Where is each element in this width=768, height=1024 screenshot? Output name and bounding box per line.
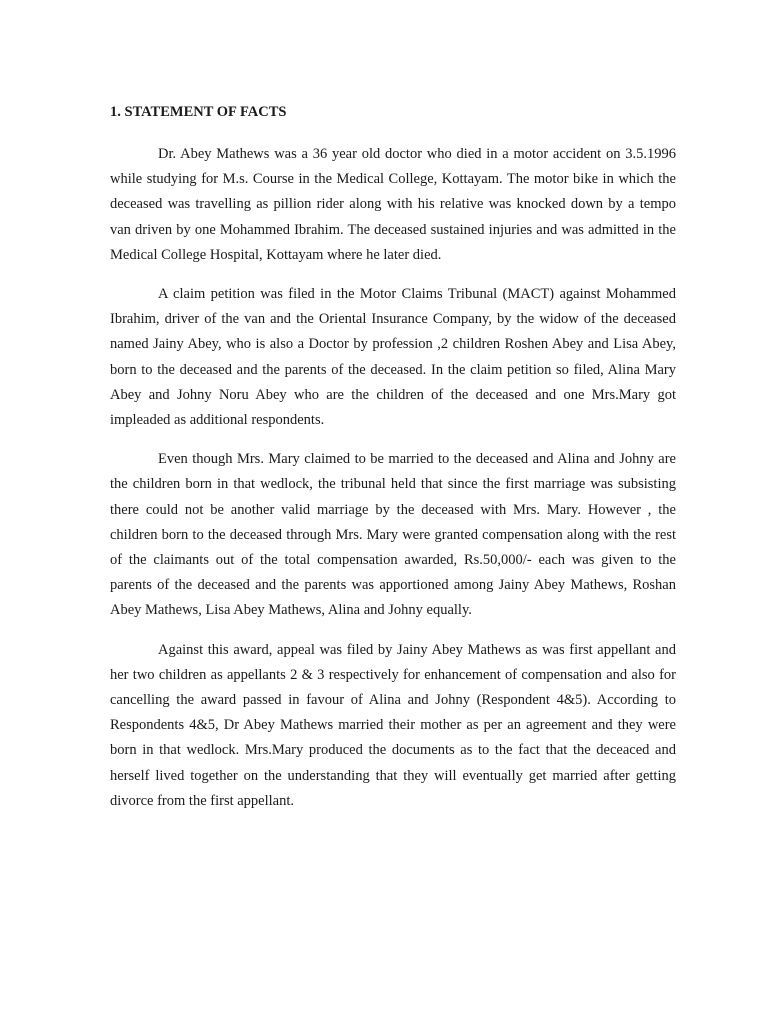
paragraph-1: Dr. Abey Mathews was a 36 year old doctor who died in a motor accident on 3.5.1996 while studying for M.s. Course in the Medical College, Kottayam. The motor bike in which the deceased was travelling as pillion rider along with his relative was knocked down by a tempo van driven by one Mohammed Ibrahim. The deceased sustained injuries and was admitted in the Medical College Hospital, Kottayam where he later died. [110, 146, 676, 263]
section-heading: 1. STATEMENT OF FACTS [110, 104, 287, 120]
paragraph-2: A claim petition was filed in the Motor Claims Tribunal (MACT) against Mohammed Ibrahim, driver of the van and the Oriental Insurance Company, by the widow of the deceased named Jainy Abey, who is also a Doctor by profession ,2 children Roshen Abey and Lisa Abey, born to the deceased and the parents of the deceased. In the claim petition so filed, Alina Mary Abey and Johny Noru Abey who are the children of the deceased and one Mrs.Mary got impleaded as additional respondents. [110, 286, 676, 429]
paragraph-3: Even though Mrs. Mary claimed to be married to the deceased and Alina and Johny are the children born in that wedlock, the tribunal held that since the first marriage was subsisting there could not be another valid marriage by the deceased with Mrs. Mary. However , the children born to the deceased through Mrs. Mary were granted compensation along with the rest of the claimants out of the total compensation awarded, Rs.50,000/- each was given to the parents of the deceased and the parents was apportioned among Jainy Abey Mathews, Roshan Abey Mathews, Lisa Abey Mathews, Alina and Johny equally. [110, 451, 676, 619]
paragraph-4: Against this award, appeal was filed by Jainy Abey Mathews as was first appellant and her two children as appellants 2 & 3 respectively for enhancement of compensation and also for cancelling the award passed in favour of Alina and Johny (Respondent 4&5). According to Respondents 4&5, Dr Abey Mathews married their mother as per an agreement and they were born in that wedlock. Mrs.Mary produced the documents as to the fact that the deceaced and herself lived together on the understanding that they will eventually get married after getting divorce from the first appellant. [110, 641, 676, 809]
document-body [110, 100, 676, 828]
